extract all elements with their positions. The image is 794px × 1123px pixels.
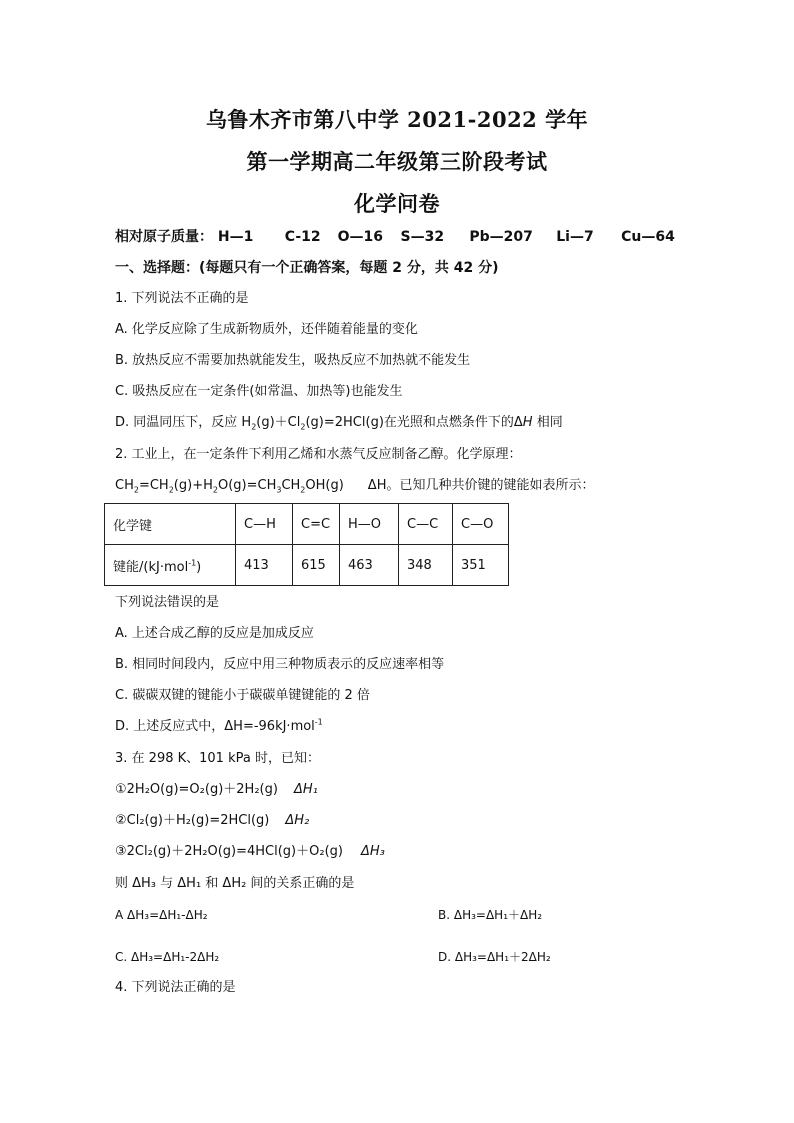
eq-part: (g)+H (173, 478, 213, 493)
q1-d-part: 相同 (532, 415, 563, 430)
q1-option-a: A. 化学反应除了生成新物质外，还伴随着能量的变化 (115, 322, 418, 337)
table-header-cell: C—C (399, 504, 453, 545)
q1-option-d (115, 415, 563, 431)
eq-part: O(g)=CH (217, 478, 277, 493)
q3-eq3: ③2Cl₂(g)＋2H₂O(g)=4HCl(g)＋O₂(g) ΔH₃ (115, 844, 385, 859)
table-row-label: 键能/(kJ·mol$^{-1}$) (105, 545, 236, 586)
table-row (105, 545, 509, 586)
q3-option-c: C. ΔH₃=ΔH₁-2ΔH₂ (115, 950, 220, 964)
eq-part: OH(g) (305, 478, 344, 493)
q1-d-part: D. 同温同压下，反应 H (115, 415, 252, 430)
q3-option-a: A ΔH₃=ΔH₁-ΔH₂ (115, 908, 208, 922)
subscript: 2 (300, 485, 306, 495)
q3-eq1: ①2H₂O(g)=O₂(g)＋2H₂(g) ΔH₁ (115, 782, 318, 797)
q1-stem: 1. 下列说法不正确的是 (115, 291, 249, 306)
subscript: 2 (212, 485, 218, 495)
q2-option-a: A. 上述合成乙醇的反应是加成反应 (115, 626, 314, 641)
bond-energy-table (104, 503, 509, 586)
q3-question: 则 ΔH₃ 与 ΔH₁ 和 ΔH₂ 间的关系正确的是 (115, 876, 355, 891)
eq-part: CH (115, 478, 134, 493)
subscript: 2 (251, 422, 257, 432)
q2-stem: 2. 工业上，在一定条件下利用乙烯和水蒸气反应制备乙醇。化学原理： (115, 447, 522, 462)
q2-option-b: B. 相同时间段内，反应中用三种物质表示的反应速率相等 (115, 657, 445, 672)
q3-option-b: B. ΔH₃=ΔH₁＋ΔH₂ (438, 908, 543, 922)
subscript: 2 (300, 422, 306, 432)
table-cell: 348 (399, 545, 453, 586)
atomic-mass-item: C-12 (284, 229, 321, 245)
atomic-mass-item: O—16 (337, 229, 384, 245)
atomic-mass-item: Pb—207 (469, 229, 533, 245)
section-heading: 一、选择题：(每题只有一个正确答案，每题 2 分，共 42 分) (115, 260, 499, 276)
eq-part: ΔH。已知几种共价键的键能如表所示： (367, 478, 595, 493)
atomic-mass-item: S—32 (400, 229, 445, 245)
q1-d-h: H (522, 415, 533, 430)
atomic-mass-item: Li—7 (556, 229, 594, 245)
q2-equation (115, 478, 594, 494)
q2-question: 下列说法错误的是 (115, 595, 220, 610)
exam-title-line1: 乌鲁木齐市第八中学 2021-2022 学年 (205, 107, 589, 132)
table-header-cell: C=C (293, 504, 340, 545)
atomic-masses-label: 相对原子质量： (115, 229, 213, 245)
eq-part: CH (281, 478, 301, 493)
q3-eq2: ②Cl₂(g)＋H₂(g)=2HCl(g) ΔH₂ (115, 813, 310, 828)
q2-option-d: D. 上述反应式中，ΔH=-96kJ·mol$^{-1}$ (115, 717, 323, 734)
atomic-mass-item: Cu—64 (621, 229, 675, 245)
subscript: 2 (168, 485, 174, 495)
atomic-mass-item: H—1 (217, 229, 254, 245)
table-header-cell: C—O (453, 504, 509, 545)
q3-stem: 3. 在 298 K、101 kPa 时，已知： (115, 751, 320, 766)
q4-stem: 4. 下列说法正确的是 (115, 980, 236, 995)
exam-title-line2: 第一学期高二年级第三阶段考试 (246, 149, 548, 174)
subscript: 3 (276, 485, 282, 495)
table-row (105, 504, 509, 545)
exam-title-line3: 化学问卷 (354, 191, 440, 216)
q2-option-c: C. 碳碳双键的键能小于碳碳单键键能的 2 倍 (115, 688, 370, 703)
eq-part: =CH (138, 478, 169, 493)
table-cell: 615 (293, 545, 340, 586)
subscript: 2 (133, 485, 139, 495)
table-header-cell: 化学键 (105, 504, 236, 545)
table-cell: 413 (236, 545, 293, 586)
table-cell: 351 (453, 545, 509, 586)
table-cell: 463 (340, 545, 399, 586)
q1-option-c: C. 吸热反应在一定条件(如常温、加热等)也能发生 (115, 384, 403, 399)
atomic-masses (115, 229, 675, 245)
q3-option-d: D. ΔH₃=ΔH₁＋2ΔH₂ (438, 950, 551, 964)
q1-d-part: (g)=2HCl(g)在光照和点燃条件下的Δ (305, 415, 523, 430)
q1-d-part: (g)＋Cl (256, 415, 301, 430)
table-header-cell: H—O (340, 504, 399, 545)
table-header-cell: C—H (236, 504, 293, 545)
q1-option-b: B. 放热反应不需要加热就能发生，吸热反应不加热就不能发生 (115, 353, 471, 368)
